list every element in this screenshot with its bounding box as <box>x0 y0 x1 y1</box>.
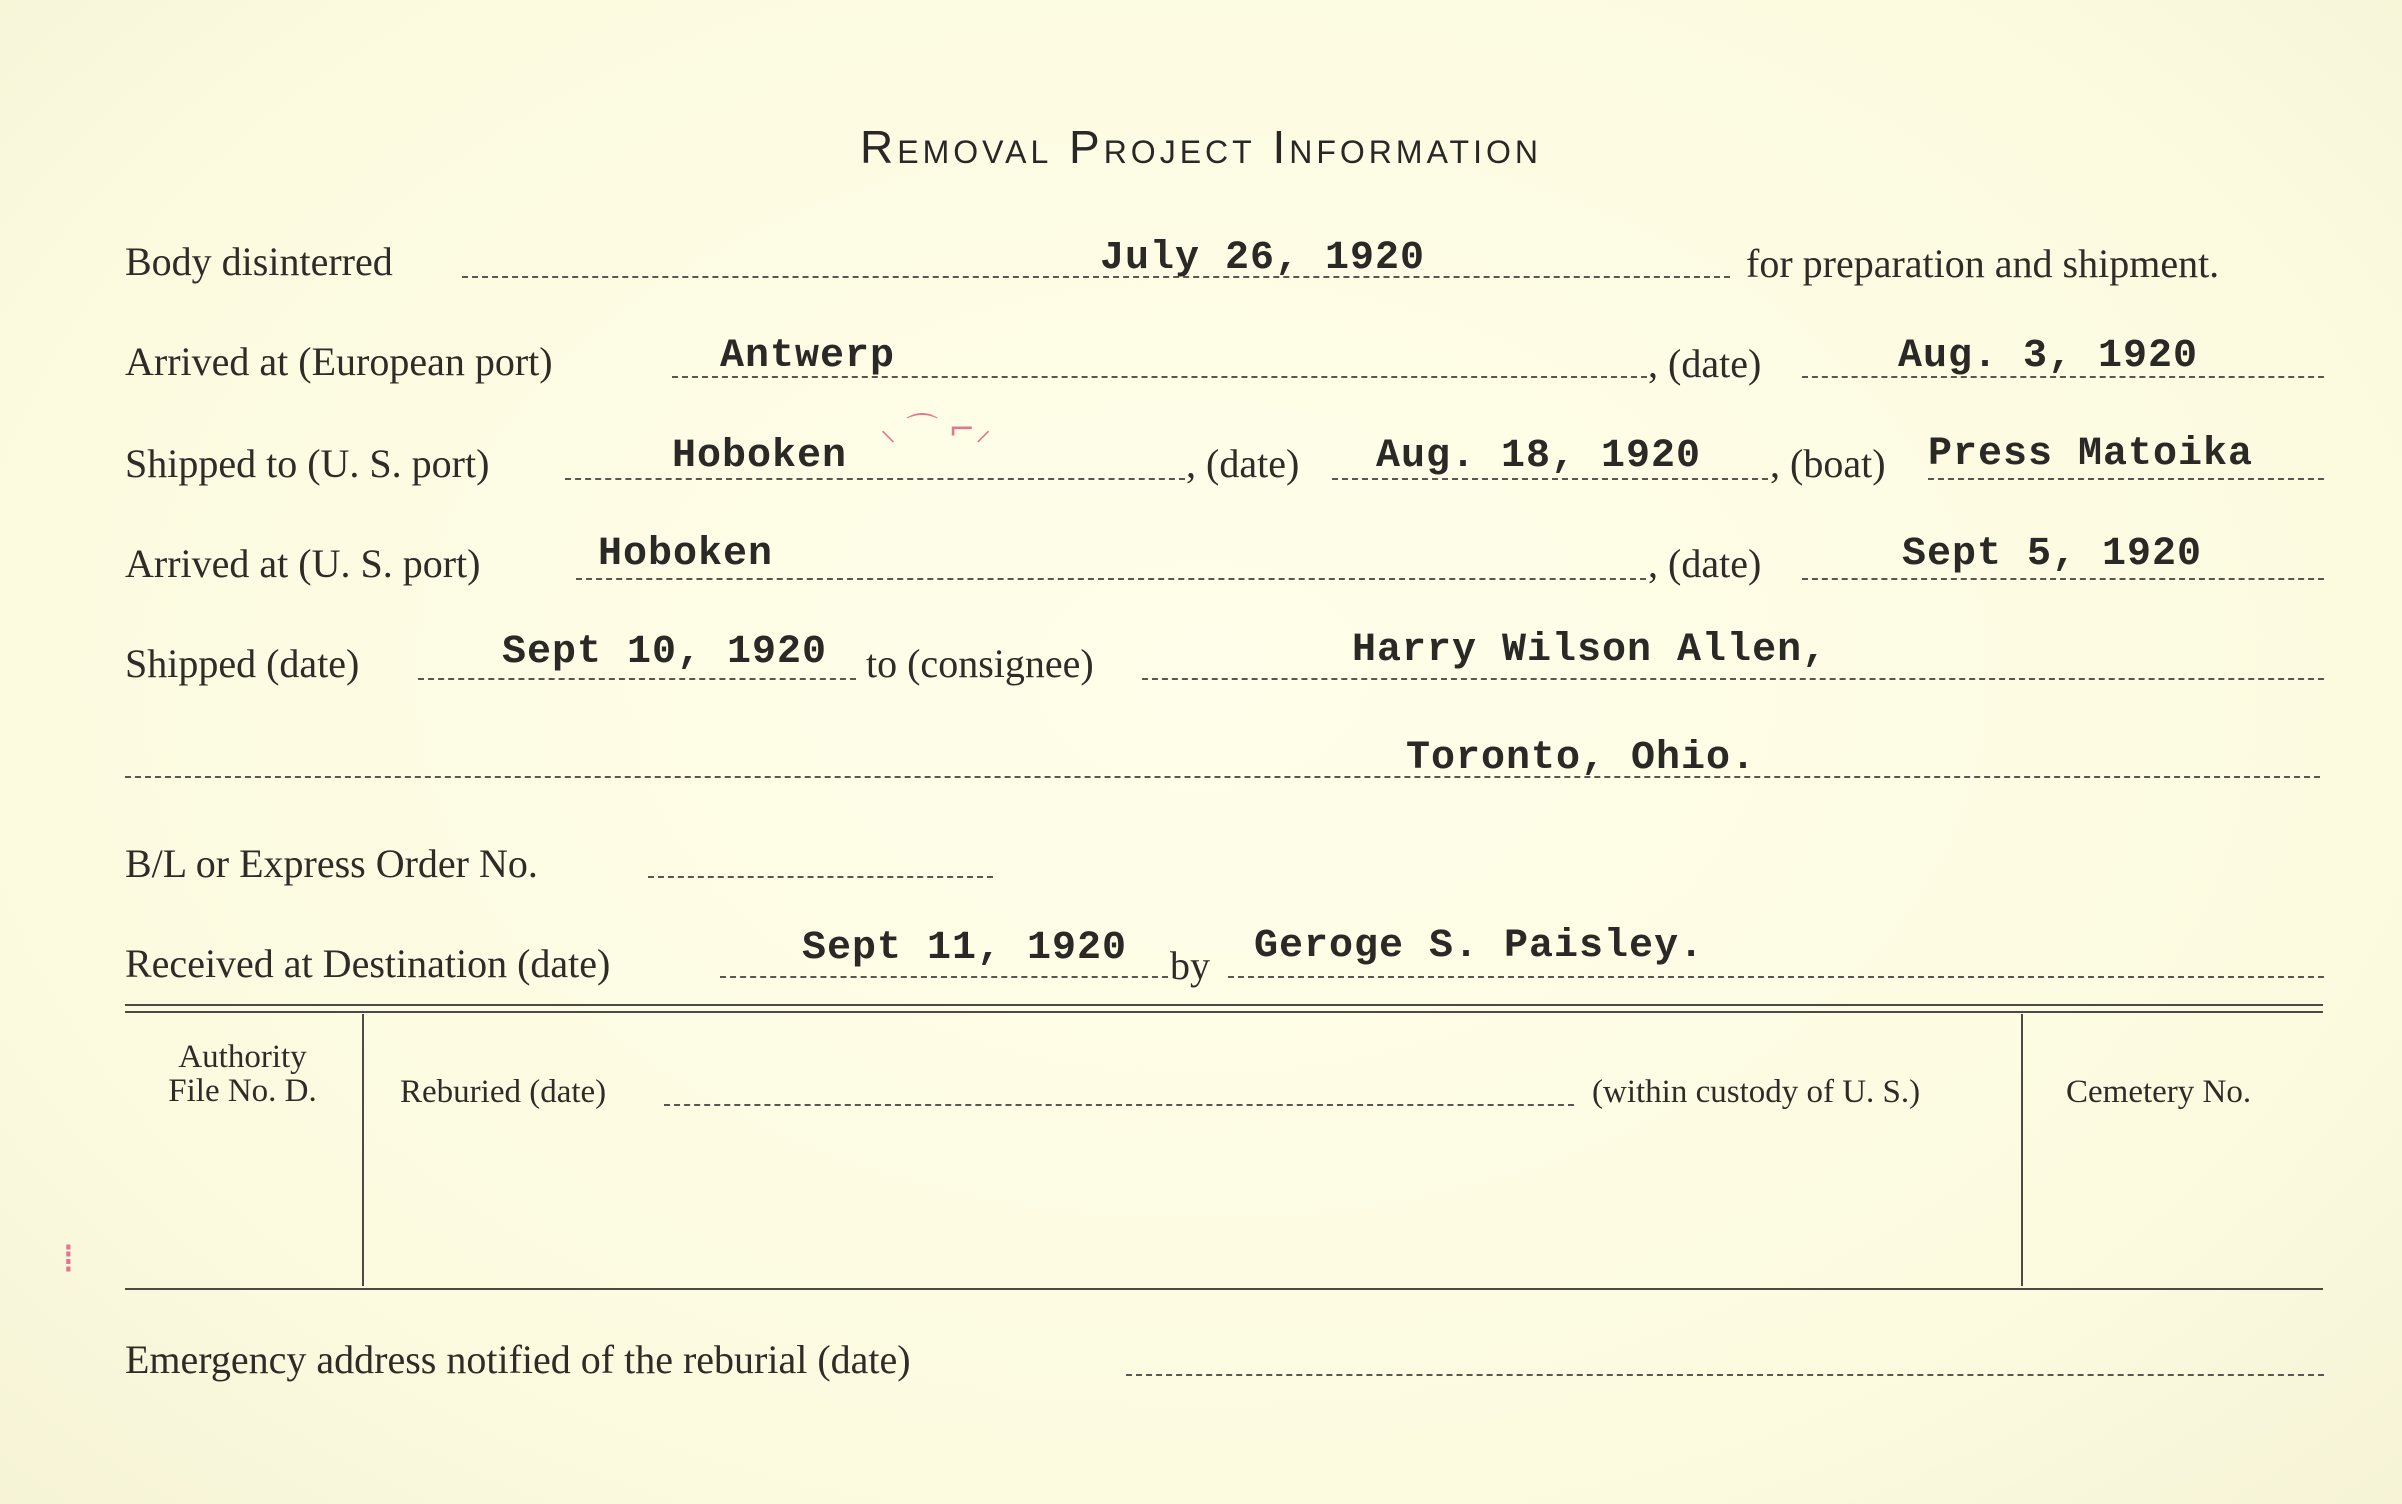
arrived-us-value: Hoboken <box>598 532 774 577</box>
reburied-line <box>664 1104 1574 1106</box>
emergency-label: Emergency address notified of the reburial (date) <box>125 1337 911 1382</box>
card-title: Removal Project Information <box>860 121 1542 173</box>
arrived-european-label: Arrived at (European port) <box>125 339 553 384</box>
box-top-rule <box>125 1004 2323 1006</box>
body-disinterred-label: Body disinterred <box>125 239 393 284</box>
arrived-us-date-line <box>1802 578 2324 580</box>
received-by: Geroge S. Paisley. <box>1254 924 1705 969</box>
box-bottom-rule <box>125 1288 2323 1290</box>
received-date-line <box>720 976 1168 978</box>
consignee-line <box>1142 678 2324 680</box>
shipped-to-value: Hoboken <box>672 434 848 479</box>
by-label: by <box>1170 943 1210 988</box>
box-top-rule-inner <box>125 1011 2323 1013</box>
custody-label: (within custody of U. S.) <box>1592 1074 1921 1110</box>
reburied-label: Reburied (date) <box>400 1074 607 1110</box>
received-date: Sept 11, 1920 <box>802 926 1128 971</box>
shipped-to-line <box>565 478 1185 480</box>
received-label: Received at Destination (date) <box>125 941 611 986</box>
consignee-label: to (consignee) <box>866 641 1094 686</box>
authority-label-line1: Authority <box>178 1039 307 1075</box>
consignee-address-line <box>125 776 2320 778</box>
arrived-european-date: Aug. 3, 1920 <box>1898 334 2199 379</box>
arrived-us-date: Sept 5, 1920 <box>1902 532 2203 577</box>
shipped-to-date: Aug. 18, 1920 <box>1376 434 1702 479</box>
boat-value: Press Matoika <box>1928 432 2254 477</box>
shipped-date-value: Sept 10, 1920 <box>502 630 828 675</box>
consignee-address: Toronto, Ohio. <box>1406 736 1757 781</box>
boat-line <box>1928 478 2324 480</box>
margin-mark: ⁞ <box>62 1236 75 1282</box>
body-disinterred-value: July 26, 1920 <box>1100 236 1426 281</box>
box-divider-right <box>2021 1014 2023 1286</box>
authority-label <box>140 1040 345 1108</box>
boat-label: , (boat) <box>1770 441 1886 486</box>
arrived-us-label: Arrived at (U. S. port) <box>125 541 481 586</box>
arrived-us-line <box>576 578 1646 580</box>
body-disinterred-line <box>462 276 1730 278</box>
emergency-line <box>1126 1374 2324 1376</box>
bl-label: B/L or Express Order No. <box>125 841 538 886</box>
cemetery-label: Cemetery No. <box>2066 1074 2252 1110</box>
authority-label-line2: File No. D. <box>168 1073 317 1109</box>
received-by-line <box>1228 976 2324 978</box>
arrived-european-value: Antwerp <box>720 334 896 379</box>
shipped-date-line <box>418 678 856 680</box>
arrived-us-date-label: , (date) <box>1648 541 1762 586</box>
for-preparation-label: for preparation and shipment. <box>1746 241 2220 286</box>
box-divider-left <box>362 1014 364 1286</box>
arrived-european-date-label: , (date) <box>1648 341 1762 386</box>
consignee-name: Harry Wilson Allen, <box>1352 628 1828 673</box>
bl-line <box>648 876 993 878</box>
shipped-date-label: Shipped (date) <box>125 641 360 686</box>
shipped-to-label: Shipped to (U. S. port) <box>125 441 490 486</box>
shipped-to-date-label: , (date) <box>1186 441 1300 486</box>
pencil-mark: ⸜ ⌒ ⌐⸝ <box>880 410 992 448</box>
